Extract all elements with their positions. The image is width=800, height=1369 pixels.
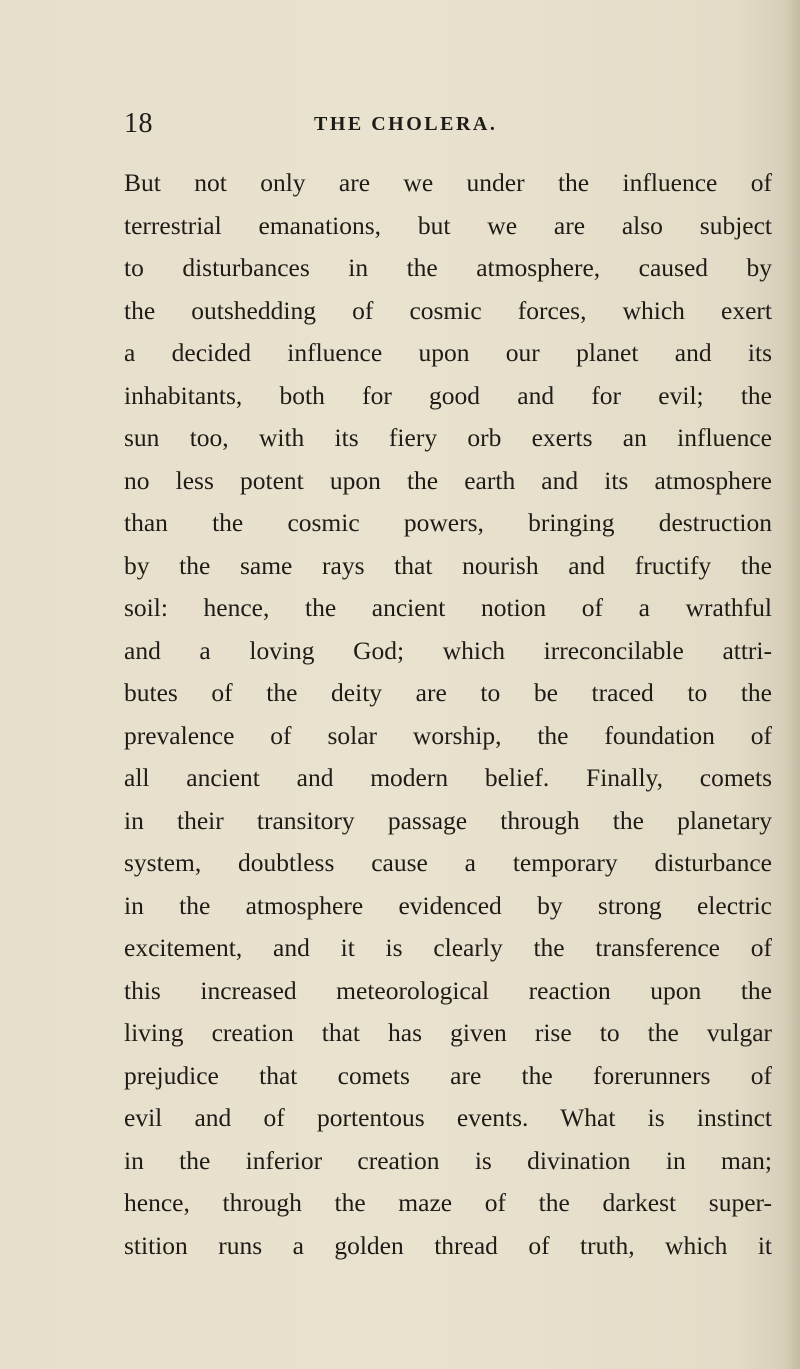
text-line: in their transitory passage through the planetary <box>124 805 772 835</box>
text-line: in the atmosphere evidenced by strong electric <box>124 890 772 920</box>
text-line: excitement, and it is clearly the transference of <box>124 933 772 962</box>
text-line: and a loving God; which irreconcilable attri- <box>124 635 772 665</box>
text-line: to disturbances in the atmosphere, caused by <box>124 253 772 282</box>
text-line: living creation that has given rise to the vulgar <box>124 1018 772 1047</box>
text-line: by the same rays that nourish and fructify the <box>124 550 772 580</box>
text-line: the outshedding of cosmic forces, which exert <box>124 295 772 325</box>
text-line: butes of the deity are to be traced to the <box>124 678 772 707</box>
text-line: terrestrial emanations, but we are also subject <box>124 210 772 240</box>
text-line: than the cosmic powers, bringing destruction <box>124 508 772 537</box>
body-text <box>124 162 772 1267</box>
page-edge-shadow <box>786 0 800 1369</box>
text-line: a decided influence upon our planet and its <box>124 338 772 367</box>
text-line: in the inferior creation is divination in man; <box>124 1145 772 1175</box>
text-line: no less potent upon the earth and its atmosphere <box>124 465 772 495</box>
page-header <box>124 108 684 148</box>
text-line: stition runs a golden thread of truth, which it <box>124 1230 772 1260</box>
text-line: system, doubtless cause a temporary disturbance <box>124 848 772 877</box>
text-line: sun too, with its fiery orb exerts an influence <box>124 423 772 452</box>
running-head: THE CHOLERA. <box>314 113 498 135</box>
text-line: evil and of portentous events. What is instinct <box>124 1103 772 1132</box>
text-line: prejudice that comets are the forerunners of <box>124 1060 772 1090</box>
page-number: 18 <box>124 108 153 139</box>
text-line: inhabitants, both for good and for evil; the <box>124 380 772 410</box>
text-line: prevalence of solar worship, the foundation of <box>124 720 772 750</box>
text-line: hence, through the maze of the darkest super- <box>124 1188 772 1217</box>
text-line: But not only are we under the influence of <box>124 168 772 197</box>
text-line: soil: hence, the ancient notion of a wrathful <box>124 593 772 622</box>
text-line: all ancient and modern belief. Finally, comets <box>124 763 772 792</box>
text-line: this increased meteorological reaction upon the <box>124 975 772 1005</box>
